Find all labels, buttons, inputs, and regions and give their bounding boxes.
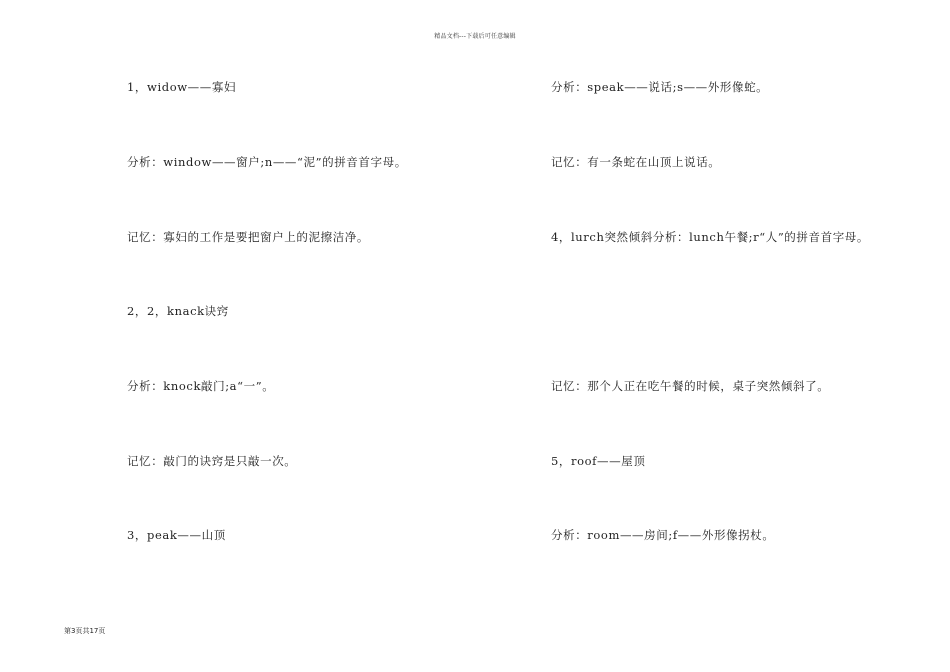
page-header: 精品文档---下载后可任意编辑 bbox=[434, 33, 516, 40]
entry-peak-title: 3，peak——山顶 bbox=[127, 528, 226, 542]
entry-knack-analysis: 分析：knock敲门;a“一”。 bbox=[127, 379, 275, 393]
entry-peak-analysis: 分析：speak——说话;s——外形像蛇。 bbox=[551, 80, 769, 94]
entry-widow-title: 1，widow——寡妇 bbox=[127, 80, 237, 94]
page-number: 第3页共17页 bbox=[64, 627, 106, 635]
entry-widow-analysis: 分析：window——窗户;n——“泥”的拼音首字母。 bbox=[127, 155, 407, 169]
entry-knack-title: 2，2，knack诀窍 bbox=[127, 304, 229, 318]
entry-lurch-memory: 记忆：那个人正在吃午餐的时候，桌子突然倾斜了。 bbox=[551, 379, 830, 393]
entry-widow-memory: 记忆：寡妇的工作是要把窗户上的泥擦洁净。 bbox=[127, 230, 369, 244]
entry-peak-memory: 记忆：有一条蛇在山顶上说话。 bbox=[551, 155, 721, 169]
entry-knack-memory: 记忆：敲门的诀窍是只敲一次。 bbox=[127, 454, 297, 468]
entry-roof-analysis: 分析：room——房间;f——外形像拐杖。 bbox=[551, 528, 775, 542]
entry-roof-title: 5，roof——屋顶 bbox=[551, 454, 646, 468]
entry-lurch-title-analysis: 4，lurch突然倾斜分析：lunch午餐;r“人”的拼音首字母。 bbox=[551, 230, 870, 244]
